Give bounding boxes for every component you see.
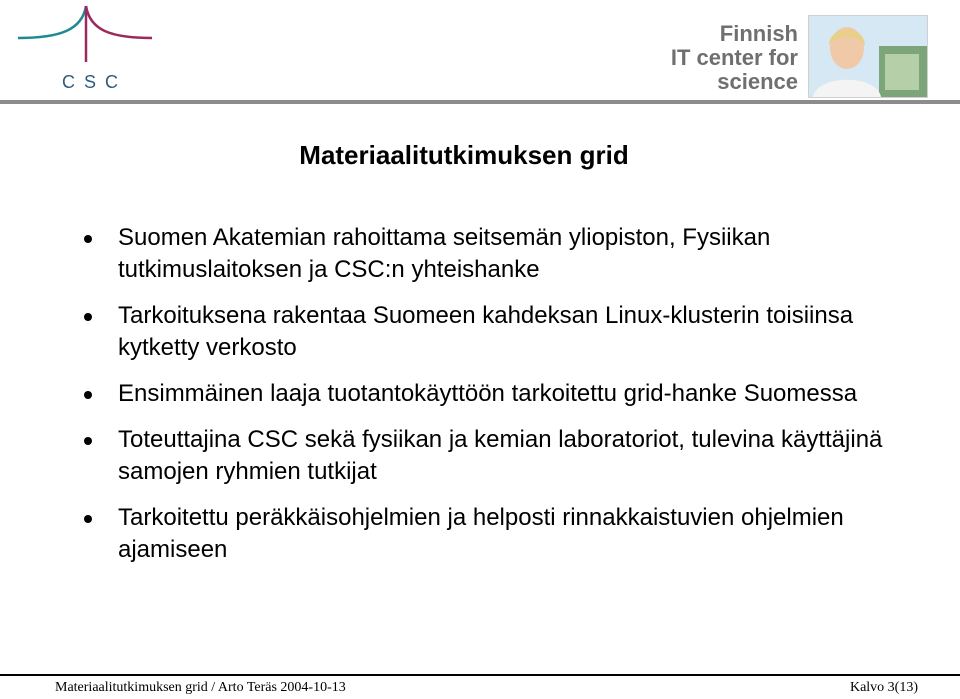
bullet-text: Tarkoitettu peräkkäisohjelmien ja helposti rinnakkaistuvien ohjelmien ajamiseen — [118, 504, 844, 563]
list-item — [80, 378, 940, 410]
list-item — [80, 502, 940, 566]
tagline-line: IT center for — [670, 45, 798, 70]
list-item — [80, 222, 940, 286]
footer-divider — [0, 674, 960, 676]
list-item — [80, 424, 940, 488]
bullet-icon — [84, 437, 92, 445]
slide-number: Kalvo 3(13) — [849, 680, 918, 695]
bullet-list — [80, 222, 940, 580]
bullet-icon — [84, 235, 92, 243]
bullet-text: Suomen Akatemian rahoittama seitsemän yliopiston, Fysiikan tutkimuslaitoksen ja CSC:n yhteishanke — [118, 224, 771, 283]
scientist-photo-icon — [808, 15, 928, 98]
tagline-line: science — [717, 69, 798, 94]
bullet-text: Toteuttajina CSC sekä fysiikan ja kemian laboratoriot, tulevina käyttäjinä samojen ryhmien tutkijat — [118, 426, 883, 485]
csc-logo-text: CSC — [62, 72, 128, 92]
footer-caption: Materiaalitutkimuksen grid / Arto Teräs 2004-10-13 — [55, 680, 346, 695]
institute-tagline — [638, 22, 798, 94]
slide-header — [0, 0, 960, 106]
bullet-text: Tarkoituksena rakentaa Suomeen kahdeksan Linux-klusterin toisiinsa kytketty verkosto — [118, 302, 854, 361]
bullet-icon — [84, 515, 92, 523]
bullet-icon — [84, 391, 92, 399]
bullet-text: Ensimmäinen laaja tuotantokäyttöön tarkoitettu grid-hanke Suomessa — [118, 380, 858, 407]
list-item — [80, 300, 940, 364]
slide-title: Materiaalitutkimuksen grid — [299, 140, 629, 170]
tagline-line: Finnish — [719, 21, 798, 46]
bullet-icon — [84, 313, 92, 321]
header-divider — [0, 100, 960, 104]
